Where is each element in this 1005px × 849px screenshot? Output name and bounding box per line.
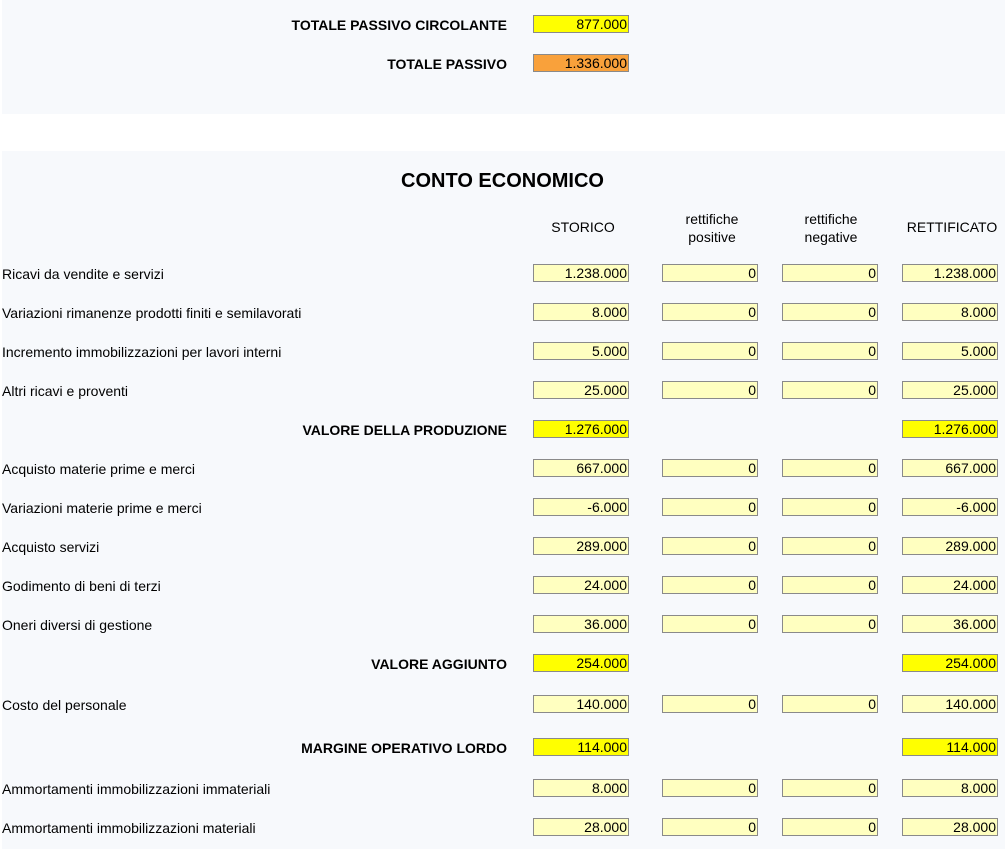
- neg-field[interactable]: [782, 779, 878, 797]
- rettificato-field[interactable]: [902, 576, 998, 594]
- column-header-line: rettifiche: [804, 211, 858, 227]
- storico-field[interactable]: [533, 738, 629, 756]
- row-label: Ricavi da vendite e servizi: [2, 266, 164, 282]
- row-label: Ammortamenti immobilizzazioni materiali: [2, 820, 256, 836]
- rettificato-field[interactable]: [902, 459, 998, 477]
- rettificato-field[interactable]: [902, 342, 998, 360]
- rettificato-field[interactable]: [902, 420, 998, 438]
- row-label: Costo del personale: [2, 697, 127, 713]
- totale-passivo-circolante-field[interactable]: [533, 15, 629, 33]
- column-header-line: negative: [804, 229, 858, 245]
- row-label: Acquisto servizi: [2, 539, 100, 555]
- neg-field[interactable]: [782, 303, 878, 321]
- column-header-rettifiche-negative: [771, 210, 891, 246]
- column-header-storico: STORICO: [551, 219, 615, 235]
- storico-field[interactable]: [533, 459, 629, 477]
- storico-field[interactable]: [533, 654, 629, 672]
- row-label: Godimento di beni di terzi: [2, 578, 161, 594]
- row-label: Acquisto materie prime e merci: [2, 461, 195, 477]
- neg-field[interactable]: [782, 498, 878, 516]
- neg-field[interactable]: [782, 615, 878, 633]
- pos-field[interactable]: [662, 695, 758, 713]
- rettificato-field[interactable]: [902, 615, 998, 633]
- totale-passivo-field[interactable]: [533, 54, 629, 72]
- row-label: VALORE DELLA PRODUZIONE: [302, 422, 507, 438]
- pos-field[interactable]: [662, 537, 758, 555]
- section-title: CONTO ECONOMICO: [401, 170, 604, 192]
- row-label: Oneri diversi di gestione: [2, 617, 153, 633]
- neg-field[interactable]: [782, 576, 878, 594]
- column-header-rettifiche-positive: [652, 210, 772, 246]
- storico-field[interactable]: [533, 695, 629, 713]
- totale-passivo-circolante-label: TOTALE PASSIVO CIRCOLANTE: [291, 17, 507, 33]
- pos-field[interactable]: [662, 303, 758, 321]
- row-label: MARGINE OPERATIVO LORDO: [301, 740, 507, 756]
- storico-field[interactable]: [533, 779, 629, 797]
- storico-field[interactable]: [533, 420, 629, 438]
- neg-field[interactable]: [782, 264, 878, 282]
- storico-field[interactable]: [533, 576, 629, 594]
- pos-field[interactable]: [662, 264, 758, 282]
- pos-field[interactable]: [662, 459, 758, 477]
- rettificato-field[interactable]: [902, 654, 998, 672]
- rettificato-field[interactable]: [902, 303, 998, 321]
- column-header-line: positive: [688, 229, 736, 245]
- row-label: Variazioni rimanenze prodotti finiti e semilavorati: [2, 305, 302, 321]
- storico-field[interactable]: [533, 498, 629, 516]
- storico-field[interactable]: [533, 537, 629, 555]
- rettificato-field[interactable]: [902, 779, 998, 797]
- rettificato-field[interactable]: [902, 818, 998, 836]
- row-label: Variazioni materie prime e merci: [2, 500, 202, 516]
- storico-field[interactable]: [533, 381, 629, 399]
- rettificato-field[interactable]: [902, 537, 998, 555]
- pos-field[interactable]: [662, 818, 758, 836]
- pos-field[interactable]: [662, 779, 758, 797]
- storico-field[interactable]: [533, 615, 629, 633]
- neg-field[interactable]: [782, 342, 878, 360]
- neg-field[interactable]: [782, 381, 878, 399]
- rettificato-field[interactable]: [902, 738, 998, 756]
- storico-field[interactable]: [533, 818, 629, 836]
- row-label: Ammortamenti immobilizzazioni immateriali: [2, 781, 271, 797]
- row-label: Altri ricavi e proventi: [2, 383, 129, 399]
- pos-field[interactable]: [662, 576, 758, 594]
- row-label: Incremento immobilizzazioni per lavori interni: [2, 344, 282, 360]
- rettificato-field[interactable]: [902, 264, 998, 282]
- rettificato-field[interactable]: [902, 695, 998, 713]
- neg-field[interactable]: [782, 818, 878, 836]
- pos-field[interactable]: [662, 498, 758, 516]
- neg-field[interactable]: [782, 537, 878, 555]
- pos-field[interactable]: [662, 615, 758, 633]
- row-label: VALORE AGGIUNTO: [371, 656, 507, 672]
- neg-field[interactable]: [782, 695, 878, 713]
- storico-field[interactable]: [533, 264, 629, 282]
- pos-field[interactable]: [662, 342, 758, 360]
- pos-field[interactable]: [662, 381, 758, 399]
- storico-field[interactable]: [533, 342, 629, 360]
- column-header-line: rettifiche: [685, 211, 739, 227]
- neg-field[interactable]: [782, 459, 878, 477]
- totale-passivo-label: TOTALE PASSIVO: [387, 56, 507, 72]
- rettificato-field[interactable]: [902, 381, 998, 399]
- storico-field[interactable]: [533, 303, 629, 321]
- column-header-rettificato: RETTIFICATO: [906, 219, 998, 235]
- rettificato-field[interactable]: [902, 498, 998, 516]
